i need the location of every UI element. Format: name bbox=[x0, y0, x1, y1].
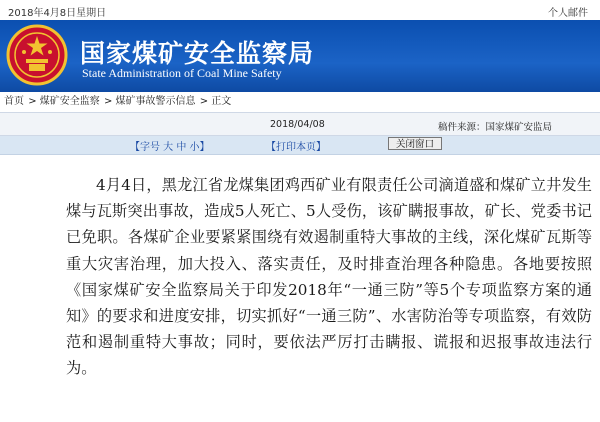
current-date: 2018年4月8日星期日 bbox=[8, 8, 107, 19]
breadcrumb-current: > 正文 bbox=[199, 96, 232, 107]
article-tools-bar bbox=[0, 136, 600, 155]
article-paragraph: 4月4日，黑龙江省龙煤集团鸡西矿业有限责任公司滴道盛和煤矿立井发生煤与瓦斯突出事故，造成5人死亡、5人受伤，该矿瞒报事故，矿长、党委书记已免职。各煤矿企业要紧紧围绕有效遏制重特大事故的主线，深化煤矿瓦斯等重大灾害治理，加大投入、落实责任，及时排查治理各种隐患。各地要按照《国家煤矿安全监察局关于印发2018年“一通三防”等5个专项监察方案的通知》的要求和进度安排，切实抓好“一通三防”、水害防治等专项监察，有效防范和遏制重特大事故；同时，要依法严厉打击瞒报、谎报和迟报事故违法行为。 bbox=[66, 176, 592, 378]
article-meta-bar bbox=[0, 113, 600, 136]
close-window-button[interactable]: 关闭窗口 bbox=[388, 137, 442, 150]
breadcrumb-accident-alerts[interactable]: > 煤矿事故警示信息 bbox=[103, 96, 196, 107]
article-source: 稿件来源：国家煤矿安监局 bbox=[438, 122, 553, 133]
site-title-cn: 国家煤矿安全监察局 bbox=[80, 39, 315, 68]
breadcrumb-coal-mine-supervision[interactable]: > 煤矿安全监察 bbox=[28, 96, 100, 107]
top-bar bbox=[0, 0, 600, 20]
print-page-link[interactable]: 【打印本页】 bbox=[266, 142, 326, 153]
breadcrumb bbox=[0, 92, 600, 113]
site-title-en: State Administration of Coal Mine Safety bbox=[82, 66, 282, 80]
breadcrumb-home[interactable]: 首页 bbox=[4, 96, 24, 107]
site-header-banner bbox=[0, 20, 600, 92]
font-size-controls[interactable]: 【字号 大 中 小】 bbox=[130, 142, 210, 153]
article-content bbox=[66, 172, 592, 382]
national-emblem-icon bbox=[6, 24, 68, 86]
publish-date: 2018/04/08 bbox=[270, 119, 325, 130]
personal-mail-link[interactable]: 个人邮件 bbox=[548, 8, 588, 19]
